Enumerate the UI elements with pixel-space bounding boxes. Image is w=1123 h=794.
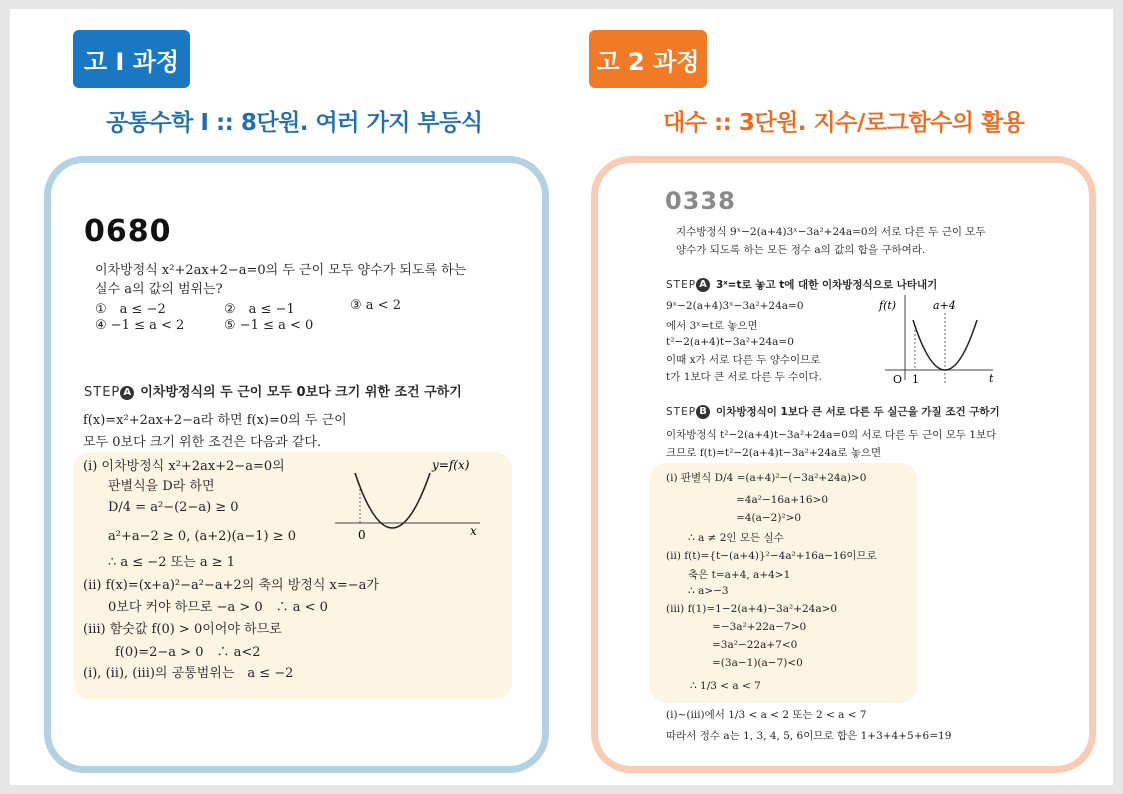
graph-t-label: t bbox=[989, 372, 994, 385]
right-step-a-line: 에서 3ˣ=t로 놓으면 bbox=[666, 320, 758, 332]
step-letter-badge: A bbox=[696, 278, 710, 292]
right-question-line: 양수가 되도록 하는 모든 정수 a의 값의 합을 구하여라. bbox=[676, 244, 926, 256]
left-solution-line: 판별식을 D라 하면 bbox=[108, 479, 215, 494]
right-solution-line: ∴ a ≠ 2인 모든 실수 bbox=[688, 532, 784, 544]
right-solution-line: =−3a²+22a−7>0 bbox=[712, 621, 807, 633]
level-badge-right: 고 2 과정 bbox=[589, 30, 707, 88]
right-step-a-line: t²−2(a+4)t−3a²+24a=0 bbox=[666, 336, 794, 348]
graph-origin: 0 bbox=[358, 528, 366, 542]
graph-y-label: f(t) bbox=[879, 299, 897, 312]
left-problem-number: 0680 bbox=[84, 214, 172, 249]
graph-origin: O bbox=[893, 373, 903, 386]
right-step-b-line: 크므로 f(t)=t²−2(a+4)t−3a²+24a로 놓으면 bbox=[666, 447, 882, 459]
right-step-b-line: 이차방정식 t²−2(a+4)t−3a²+24a=0의 서로 다른 두 근이 모두 1보다 bbox=[666, 429, 997, 441]
right-solution-line: =4a²−16a+16>0 bbox=[736, 494, 829, 506]
left-choice: ① a ≤ −2 bbox=[95, 302, 166, 317]
right-step-a-heading bbox=[666, 277, 937, 292]
step-word: STEP bbox=[84, 385, 121, 400]
left-choice: ⑤ −1 ≤ a < 0 bbox=[224, 318, 314, 333]
left-choice: ④ −1 ≤ a < 2 bbox=[95, 318, 185, 333]
left-solution-line: 0보다 커야 하므로 −a > 0 ∴ a < 0 bbox=[108, 600, 328, 615]
right-step-a-line: 이때 x가 서로 다른 두 양수이므로 bbox=[666, 354, 821, 366]
subtitle-left: 공통수학 I :: 8단원. 여러 가지 부등식 bbox=[106, 110, 483, 136]
left-intro-line: f(x)=x²+2ax+2−a라 하면 f(x)=0의 두 근이 bbox=[83, 413, 347, 428]
left-choice: ② a ≤ −1 bbox=[224, 302, 295, 317]
parabola-curve bbox=[355, 473, 430, 528]
right-step-a-line: t가 1보다 큰 서로 다른 두 수이다. bbox=[666, 371, 822, 383]
left-solution-line: (ⅰ) 이차방정식 x²+2ax+2−a=0의 bbox=[83, 459, 285, 474]
graph-one: 1 bbox=[912, 373, 919, 386]
right-parabola-graph bbox=[875, 295, 1000, 390]
right-conclusion-line: (ⅰ)~(ⅲ)에서 1/3 < a < 2 또는 2 < a < 7 bbox=[666, 709, 867, 721]
right-step-a-line: 9ˣ−2(a+4)3ˣ−3a²+24a=0 bbox=[666, 300, 804, 312]
right-solution-line: (ⅱ) f(t)={t−(a+4)}²−4a²+16a−16이므로 bbox=[666, 550, 877, 562]
left-solution-line: (ⅲ) 함숫값 f(0) > 0이어야 하므로 bbox=[83, 622, 282, 637]
left-question-line: 이차방정식 x²+2ax+2−a=0의 두 근이 모두 양수가 되도록 하는 bbox=[95, 263, 467, 278]
step-title: 이차방정식의 두 근이 모두 0보다 크기 위한 조건 구하기 bbox=[140, 385, 462, 400]
step-word: STEP bbox=[666, 279, 697, 291]
right-solution-line: 축은 t=a+4, a+4>1 bbox=[688, 569, 791, 581]
right-question-line: 지수방정식 9ˣ−2(a+4)3ˣ−3a²+24a=0의 서로 다른 두 근이 모두 bbox=[676, 226, 986, 238]
right-solution-line: ∴ a>−3 bbox=[688, 585, 729, 597]
level-badge-left: 고 I 과정 bbox=[73, 30, 190, 88]
subtitle-right: 대수 :: 3단원. 지수/로그함수의 활용 bbox=[663, 110, 1025, 136]
right-solution-line: (ⅲ) f(1)=1−2(a+4)−3a²+24a>0 bbox=[666, 603, 838, 615]
left-solution-line: (ⅱ) f(x)=(x+a)²−a²−a+2의 축의 방정식 x=−a가 bbox=[83, 578, 379, 593]
step-letter-badge: B bbox=[696, 405, 710, 419]
left-solution-line: (ⅰ), (ⅱ), (ⅲ)의 공통범위는 a ≤ −2 bbox=[83, 666, 294, 681]
left-solution-line: a²+a−2 ≥ 0, (a+2)(a−1) ≥ 0 bbox=[108, 529, 297, 544]
left-step-heading bbox=[84, 381, 462, 400]
graph-x-label: x bbox=[470, 524, 477, 538]
right-problem-number: 0338 bbox=[665, 187, 736, 215]
right-step-b-heading bbox=[666, 404, 1000, 419]
right-conclusion-line: 따라서 정수 a는 1, 3, 4, 5, 6이므로 합은 1+3+4+5+6=19 bbox=[666, 730, 952, 742]
step-title: 이차방정식이 1보다 큰 서로 다른 두 실근을 가질 조건 구하기 bbox=[716, 406, 1000, 418]
step-word: STEP bbox=[666, 406, 697, 418]
right-solution-line: =3a²−22a+7<0 bbox=[712, 639, 798, 651]
right-solution-line: (ⅰ) 판별식 D/4 =(a+4)²−(−3a²+24a)>0 bbox=[666, 472, 867, 484]
graph-top-label: a+4 bbox=[933, 299, 956, 312]
left-solution-line: D/4 = a²−(2−a) ≥ 0 bbox=[108, 500, 239, 515]
right-solution-line: =(3a−1)(a−7)<0 bbox=[712, 657, 803, 669]
left-choice: ③ a < 2 bbox=[350, 298, 401, 313]
step-letter-badge: A bbox=[120, 386, 134, 400]
step-title: 3ˣ=t로 놓고 t에 대한 이차방정식으로 나타내기 bbox=[716, 279, 938, 291]
left-parabola-graph bbox=[330, 455, 490, 550]
left-solution-line: ∴ a ≤ −2 또는 a ≥ 1 bbox=[108, 555, 236, 570]
left-intro-line: 모두 0보다 크기 위한 조건은 다음과 같다. bbox=[83, 435, 322, 450]
left-question-line: 실수 a의 값의 범위는? bbox=[95, 282, 223, 297]
graph-label: y=f(x) bbox=[432, 458, 470, 472]
right-solution-line: =4(a−2)²>0 bbox=[736, 512, 802, 524]
left-solution-line: f(0)=2−a > 0 ∴ a<2 bbox=[115, 645, 261, 660]
right-solution-line: ∴ 1/3 < a < 7 bbox=[690, 680, 761, 692]
